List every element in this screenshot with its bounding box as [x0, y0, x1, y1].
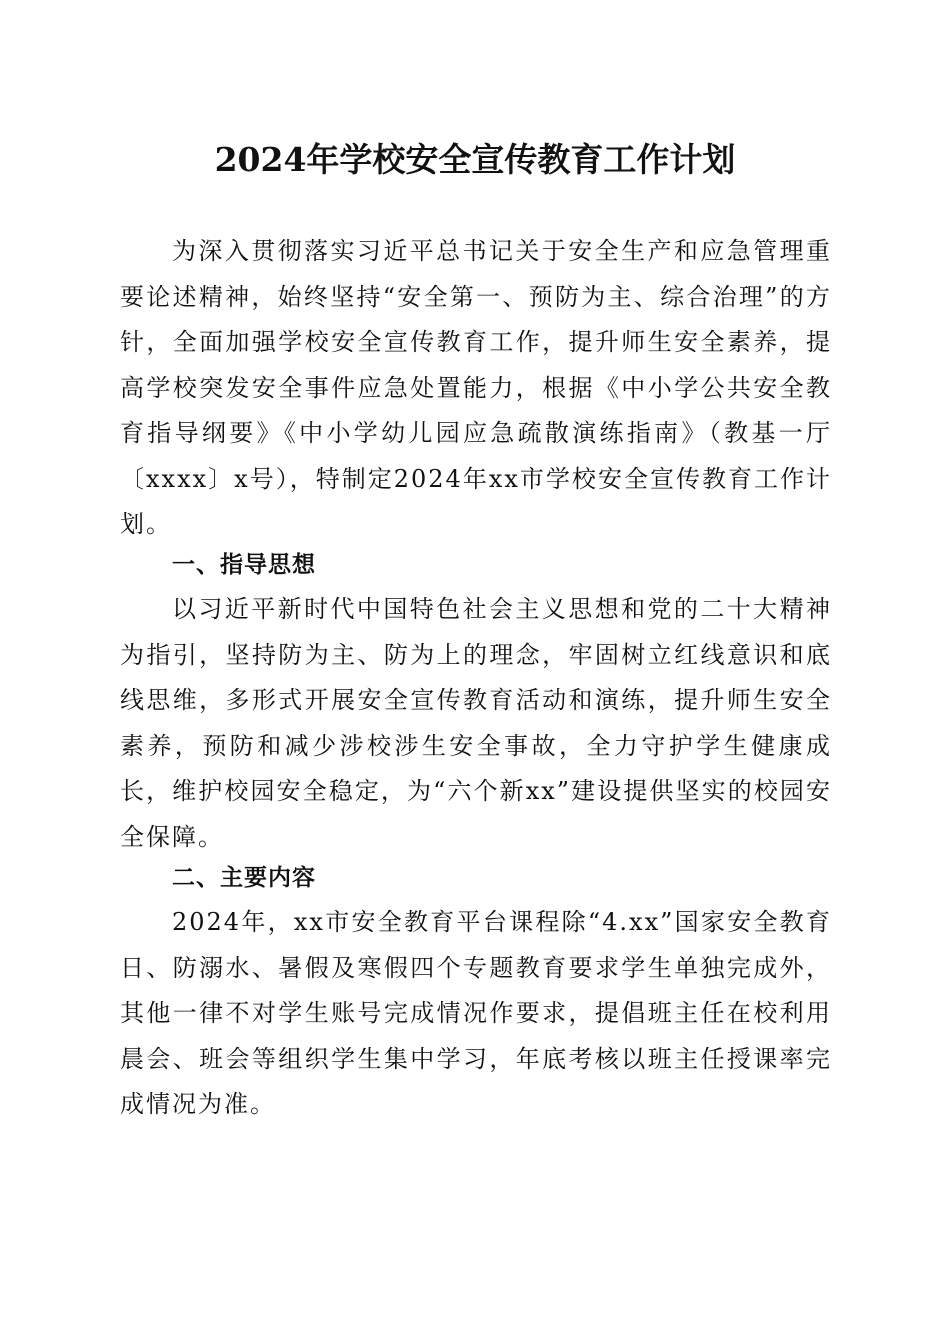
section-heading-guiding-ideology: 一、指导思想: [172, 552, 316, 578]
intro-paragraph: 为深入贯彻落实习近平总书记关于安全生产和应急管理重要论述精神，始终坚持“安全第一、预防为主、综合治理”的方针，全面加强学校安全宣传教育工作，提升师生安全素养，提高学校突发安全事件应急处置能力，根据《中小学公共安全教育指导纲要》《中小学幼儿园应急疏散演练指南》（教基一厅〔xxxx〕x号），特制定2024年xx市学校安全宣传教育工作计划。: [120, 237, 832, 538]
main-content-paragraph: 2024年，xx市安全教育平台课程除“4.xx”国家安全教育日、防溺水、暑假及寒假四个专题教育要求学生单独完成外，其他一律不对学生账号完成情况作要求，提倡班主任在校利用晨会、班会等组织学生集中学习，年底考核以班主任授课率完成情况为准。: [120, 908, 832, 1118]
guiding-ideology-paragraph: 以习近平新时代中国特色社会主义思想和党的二十大精神为指引，坚持防为主、防为上的理念，牢固树立红线意识和底线思维，多形式开展安全宣传教育活动和演练，提升师生安全素养，预防和减少涉校涉生安全事故，全力守护学生健康成长，维护校园安全稳定，为“六个新xx”建设提供坚实的校园安全保障。: [120, 595, 832, 851]
document-title: 2024年学校安全宣传教育工作计划: [214, 140, 736, 179]
section-heading-main-content: 二、主要内容: [172, 865, 316, 891]
